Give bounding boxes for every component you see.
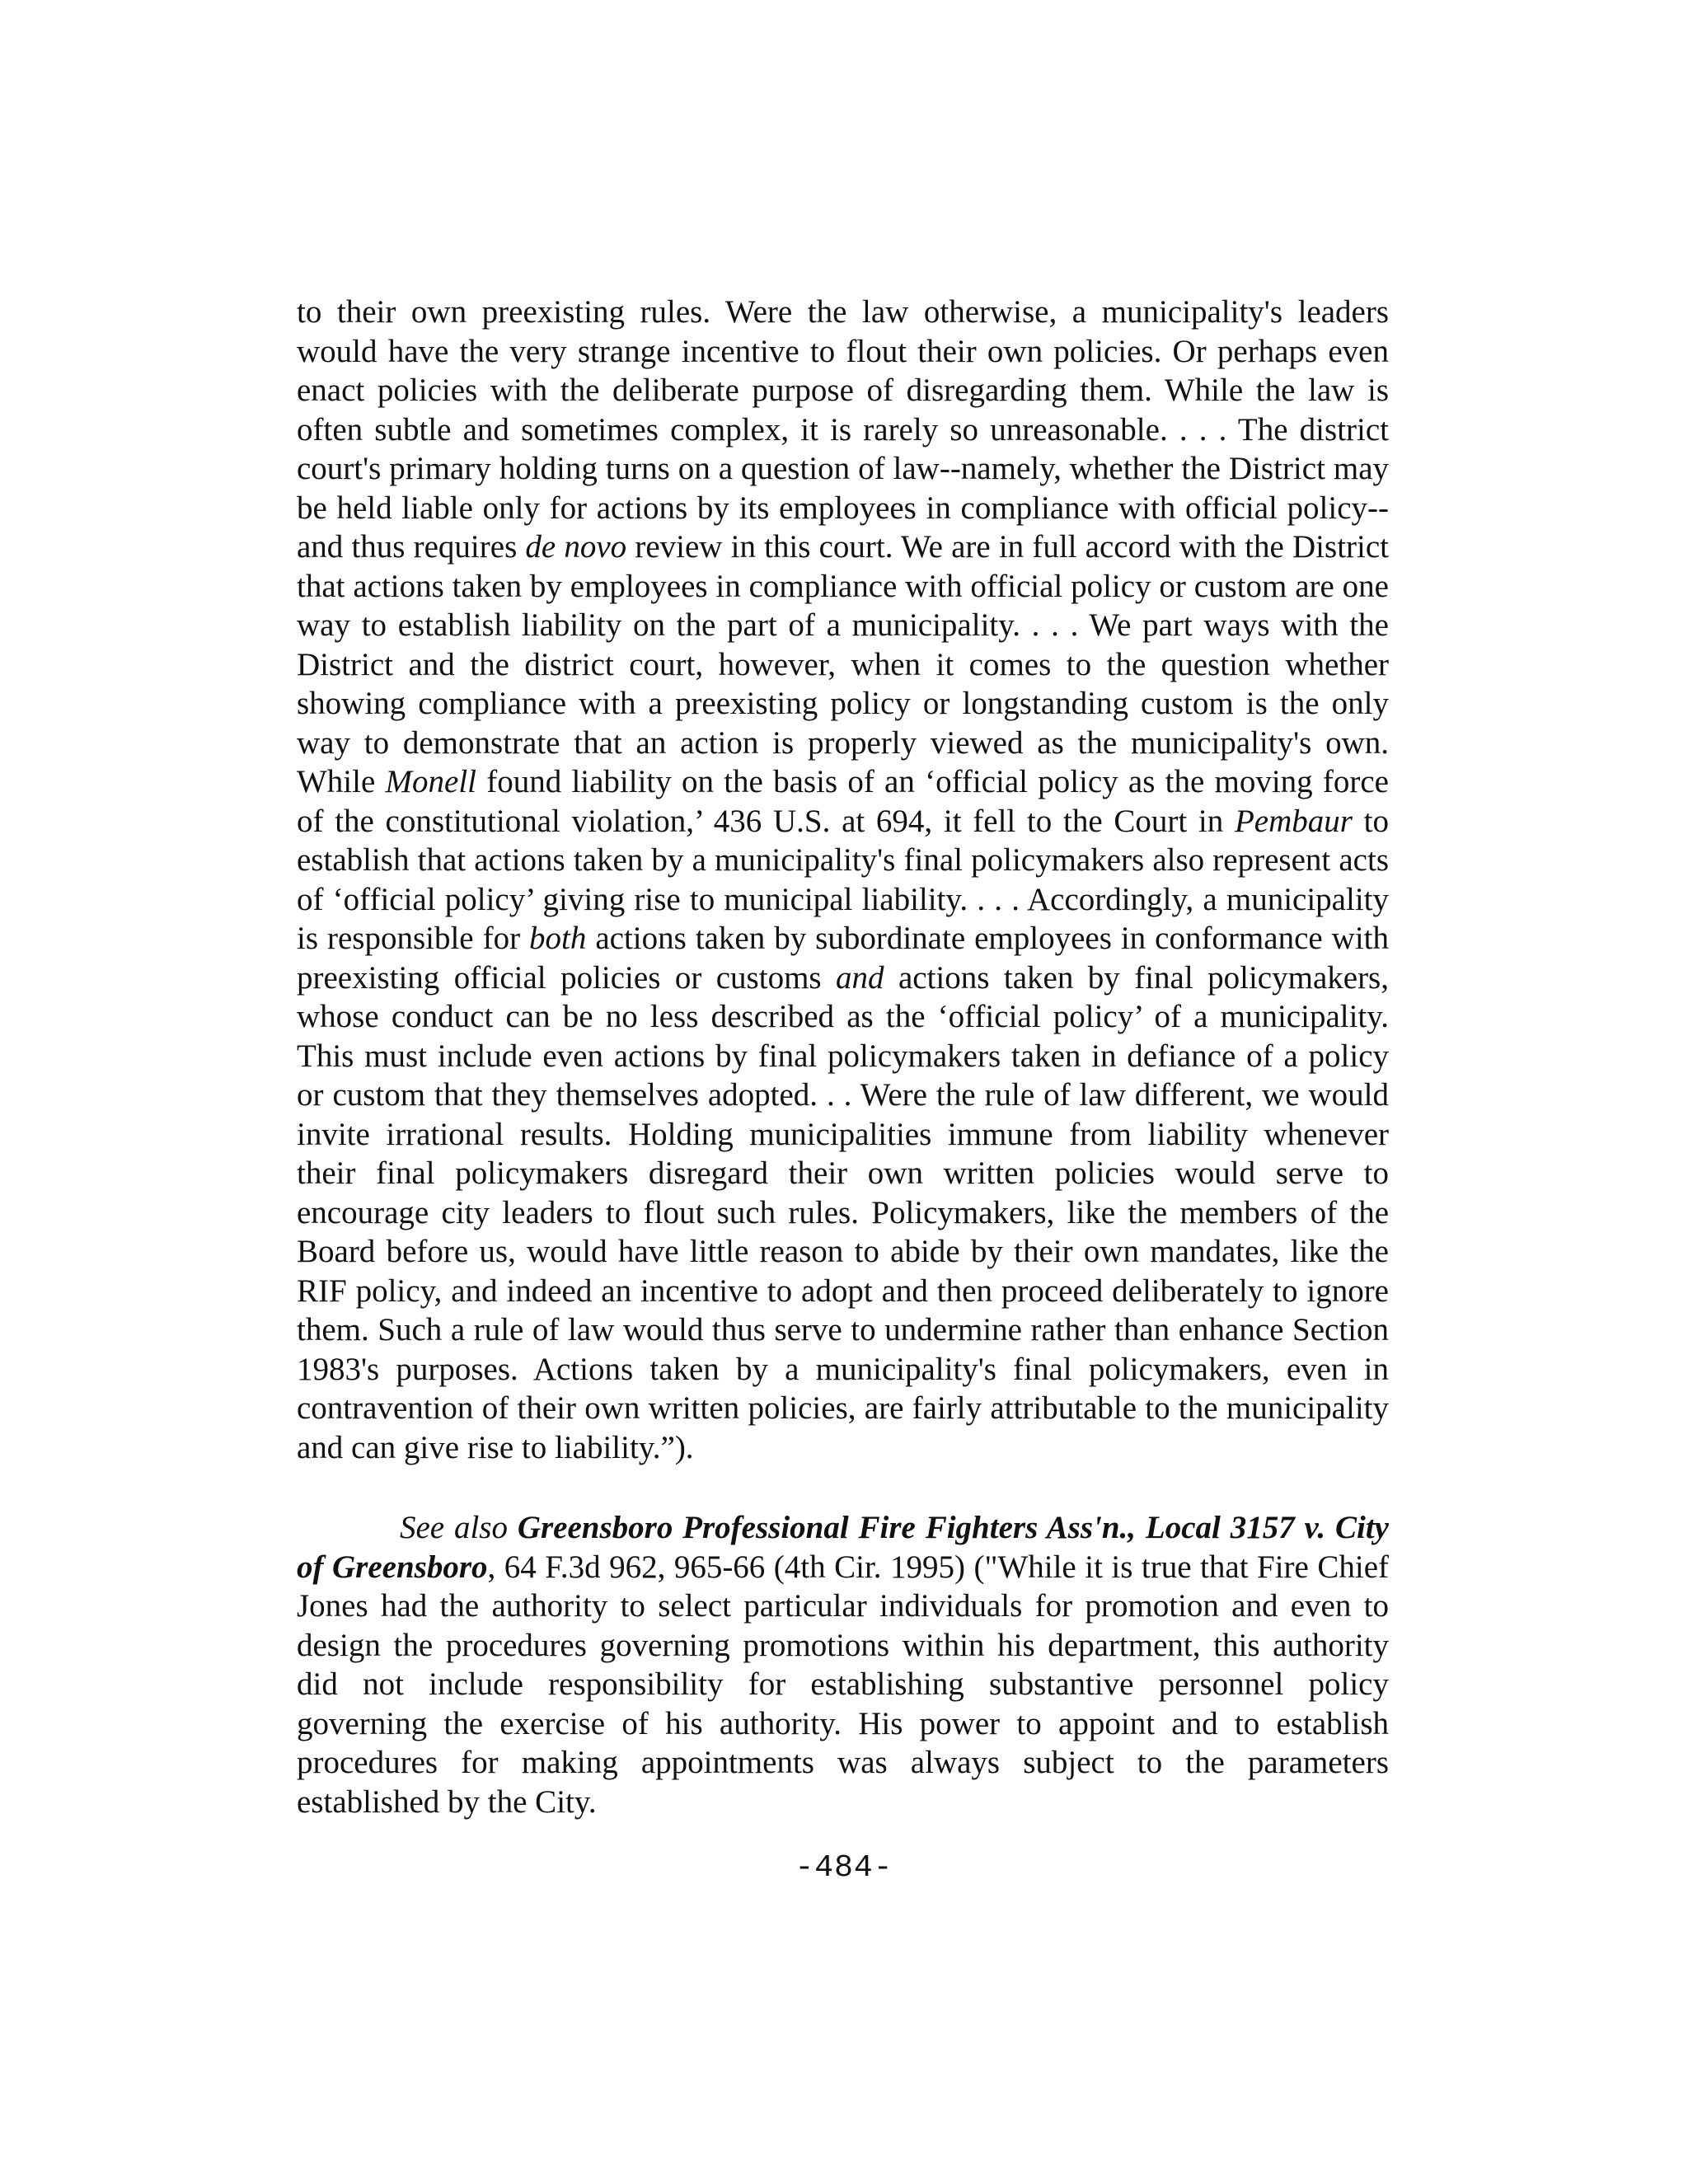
text-run: , 64 F.3d 962, 965-66 (4th Cir. 1995) ("While it is true that Fire Chief Jones had the authority to select particular individuals for promotion and even to design the procedures governing promotions within his department, this authority did not include responsibility for establishing substantive personnel policy governing the exercise of his authority. His power to appoint and to establish procedures for making appointments was always subject to the parameters established by the City. [297, 1549, 1389, 1820]
text-run: review in this court. We are in full accord with the District that actions taken by employees in compliance with official policy or custom are one way to establish liability on the part of a municipality. . . . We part ways with the District and the district court, however, when it comes to the question whether showing compliance with a preexisting policy or longstanding custom is the only way to demonstrate that an action is properly viewed as the municipality's own. While [297, 529, 1389, 799]
text-run: to establish that actions taken by a municipality's final policymakers also represent acts of ‘official policy’ giving rise to municipal liability. . . . Accordingly, a municipality is responsible for [297, 803, 1390, 956]
italic-case-monell: Monell [385, 764, 476, 799]
body-paragraph-1 [297, 293, 1389, 1467]
citation-paragraph [297, 1508, 1389, 1821]
text-run: found liability on the basis of an ‘official policy as the moving force of the constitutional violation,’ 436 U.S. at 694, it fell to the Court in [297, 764, 1389, 839]
italic-term-de-novo: de novo [525, 529, 627, 565]
case-name-greensboro: Greensboro Professional Fire Fighters Ass'n., Local 3157 v. City of Greensboro [297, 1510, 1389, 1585]
text-run [508, 1510, 518, 1545]
italic-emphasis-and: and [836, 959, 884, 996]
text-run: to their own preexisting rules. Were the law otherwise, a municipality's leaders would have the very strange incentive to flout their own policies. Or perhaps even enact policies with the deliberate purpose of disregarding them. While the law is often subtle and sometimes complex, it is rarely so unreasonable. . . . The district court's primary holding turns on a question of law--namely, whether the District may be held liable only for actions by its employees in compliance with official policy--and thus requires [297, 294, 1389, 565]
italic-emphasis-both: both [529, 921, 587, 956]
quote-paragraph [297, 293, 1389, 1467]
text-run: actions taken by subordinate employees in conformance with preexisting official policies or customs [297, 921, 1389, 996]
italic-case-pembaur: Pembaur [1234, 803, 1353, 839]
body-paragraph-2 [297, 1508, 1389, 1821]
page-number: -484- [795, 1850, 893, 1886]
text-run: actions taken by final policymakers, whose conduct can be no less described as the ‘official policy’ of a municipality. This must include even actions by final policymakers taken in defiance of a policy or custom that they themselves adopted. . . Were the rule of law different, we would invite irrational results. Holding municipalities immune from liability whenever their final policymakers disregard their own written policies would serve to encourage city leaders to flout such rules. Policymakers, like the members of the Board before us, would have little reason to abide by their own mandates, like the RIF policy, and indeed an incentive to adopt and then proceed deliberately to ignore them. Such a rule of law would thus serve to undermine rather than enhance Section 1983's purposes. Actions taken by a municipality's final policymakers, even in contravention of their own written policies, are fairly attributable to the municipality and can give rise to liability.”). [297, 959, 1389, 1465]
italic-signal-see-also: See also [400, 1510, 508, 1545]
